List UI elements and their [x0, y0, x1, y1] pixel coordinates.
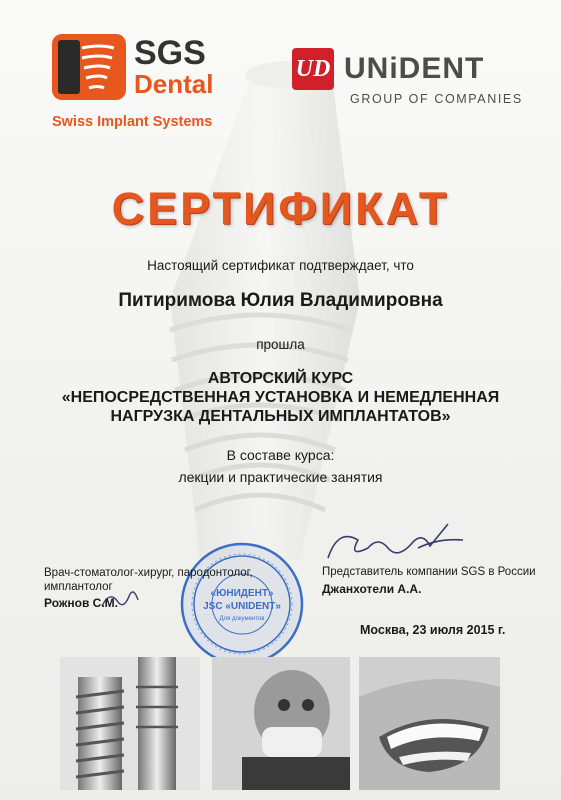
sgs-sub: Dental — [134, 69, 214, 99]
course-composition: В составе курса: — [226, 447, 335, 463]
company-stamp — [178, 540, 306, 668]
stamp-line-2: JSC «UNIDENT» — [203, 601, 281, 612]
unident-group: GROUP OF COMPANIES — [350, 92, 523, 106]
left-signatory-title — [44, 566, 284, 594]
right-signatory-name: Джанхотели А.А. — [322, 582, 422, 596]
smile-photo — [359, 657, 500, 790]
unident-logo — [292, 48, 522, 118]
sgs-name: SGS — [134, 34, 206, 72]
unident-name: UNiDENT — [344, 52, 485, 85]
passed-text: прошла — [256, 337, 305, 352]
sgs-tagline: Swiss Implant Systems — [52, 114, 213, 130]
certificate-intro: Настоящий сертификат подтверждает, что — [147, 258, 414, 273]
stamp-line-3: Для документов — [219, 616, 265, 622]
left-title-line-1: Врач-стоматолог-хирург, пародонтолог, — [44, 567, 253, 579]
course-line-1: АВТОРСКИЙ КУРС — [207, 370, 354, 387]
dentist-photo — [212, 657, 350, 790]
stamp-line-1: «ЮНИДЕНТ» — [210, 588, 274, 599]
unident-mark-icon: UD — [292, 48, 334, 90]
left-signatory-name: Рожнов С.М. — [44, 596, 119, 610]
course-title — [0, 369, 561, 426]
issue-date: Москва, 23 июля 2015 г. — [360, 623, 506, 637]
sgs-dental-logo — [52, 34, 222, 144]
sgs-implant-logo-icon — [52, 34, 126, 100]
certificate-title: СЕРТИФИКАТ — [111, 183, 450, 234]
stamp-seal-icon — [178, 540, 306, 668]
right-signatory-title: Представитель компании SGS в России — [322, 566, 536, 578]
course-activities: лекции и практические занятия — [178, 469, 383, 485]
course-line-2: «НЕПОСРЕДСТВЕННАЯ УСТАНОВКА И НЕМЕДЛЕННАЯ — [61, 389, 500, 406]
implant-photo — [60, 657, 200, 790]
left-title-line-2: имплантолог — [44, 581, 113, 593]
course-line-3: НАГРУЗКА ДЕНТАЛЬНЫХ ИМПЛАНТАТОВ» — [110, 408, 451, 425]
recipient-name: Питиримова Юлия Владимировна — [118, 290, 443, 311]
